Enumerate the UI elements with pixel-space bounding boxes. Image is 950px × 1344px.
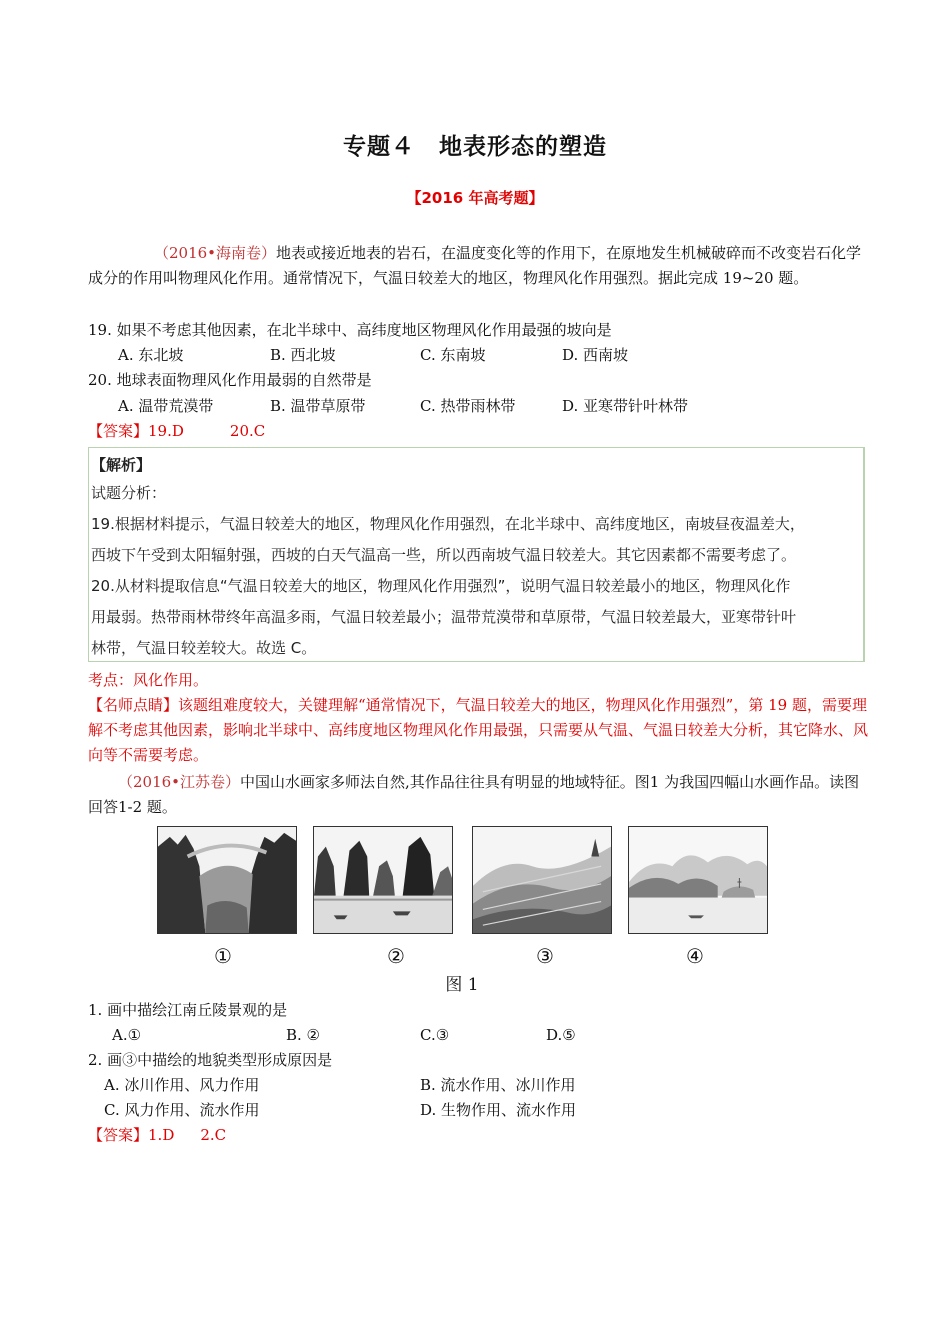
q2-answer [88,1123,226,1148]
figure-number-2: ② [387,944,405,968]
painting-2-image [313,826,453,934]
analysis-subheading: 试题分析： [91,484,167,502]
q2-option-a: A. 冰川作用、风力作用 [104,1076,260,1094]
figure-number-1: ① [214,944,232,968]
figure-caption: 图 1 [445,975,479,995]
answer-label: 【答案】 [88,422,149,440]
q2-option-d: D. 生物作用、流水作用 [420,1101,577,1119]
q2-source: （2016•江苏卷） [118,773,241,791]
painting-3-image [472,826,612,934]
q1-option-d: D.⑤ [546,1026,576,1044]
painting-1-image [157,826,297,934]
figure-number-4: ④ [686,944,704,968]
q1-answer [88,419,265,444]
answer-20: 20.C [229,422,266,440]
q2-intro [88,770,868,820]
kaodian: 考点：风化作用。 [88,671,209,689]
q19-option-a: A. 东北坡 [118,346,184,364]
page-title: 专题４ 地表形态的塑造 [343,133,607,160]
q1-source: （2016•海南卷） [154,244,277,262]
q20-option-b: B. 温带草原带 [270,397,366,415]
question-1: 1. 画中描绘江南丘陵景观的是 [88,1001,288,1019]
q19-option-c: C. 东南坡 [420,346,486,364]
q20-option-d: D. 亚寒带针叶林带 [562,397,689,415]
q20-option-a: A. 温带荒漠带 [118,397,214,415]
q2-option-b: B. 流水作用、冰川作用 [420,1076,576,1094]
q20-option-c: C. 热带雨林带 [420,397,516,415]
analysis-line: 19.根据材料提示，气温日较差大的地区，物理风化作用强烈，在北半球中、高纬度地区，南坡昼夜温差大， [91,515,805,533]
answer-19: 19.D [148,422,184,440]
question-20: 20. 地球表面物理风化作用最弱的自然带是 [88,371,372,389]
question-2: 2. 画③中描绘的地貌类型形成原因是 [88,1051,333,1069]
q2-intro-text: 中国山水画家多师法自然,其作品往往具有明显的地域特征。图1 为我国四幅山水画作品。读图回答1-2 题。 [88,773,860,816]
question-19: 19. 如果不考虑其他因素，在北半球中、高纬度地区物理风化作用最强的坡向是 [88,321,612,339]
answer-label: 【答案】 [88,1126,149,1144]
q1-option-c: C.③ [420,1026,450,1044]
q19-option-d: D. 西南坡 [562,346,629,364]
q1-option-b: B. ② [286,1026,321,1044]
q1-option-a: A.① [112,1026,142,1044]
analysis-line: 用最弱。热带雨林带终年高温多雨，气温日较差最小；温带荒漠带和草原带，气温日较差最大，亚寒带针叶 [91,608,797,626]
answer-1: 1.D [148,1126,175,1144]
analysis-line: 20.从材料提取信息“气温日较差大的地区，物理风化作用强烈”，说明气温日较差最小的地区，物理风化作 [91,577,791,595]
figure-number-3: ③ [536,944,554,968]
painting-4-image [628,826,768,934]
q1-intro-text: 地表或接近地表的岩石，在温度变化等的作用下，在原地发生机械破碎而不改变岩石化学成分的作用叫物理风化作用。通常情况下，气温日较差大的地区，物理风化作用强烈。据此完成 19~20 题。 [88,244,862,287]
section-subtitle: 【2016 年高考题】 [406,189,544,207]
q2-option-c: C. 风力作用、流水作用 [104,1101,260,1119]
q19-option-b: B. 西北坡 [270,346,336,364]
analysis-line: 西坡下午受到太阳辐射强，西坡的白天气温高一些，所以西南坡气温日较差大。其它因素都不需要考虑了。 [91,546,797,564]
answer-2: 2.C [200,1126,227,1144]
q1-intro [88,241,868,291]
analysis-heading: 【解析】 [91,456,152,474]
analysis-box [88,447,865,662]
teacher-tips: 【名师点睛】该题组难度较大，关键理解“通常情况下，气温日较差大的地区，物理风化作用强烈”，第 19 题，需要理解不考虑其他因素，影响北半球中、高纬度地区物理风化作用最强，只需要从气温、气温日较差大分析，其它降水、风向等不需要考虑。 [88,696,869,764]
analysis-line: 林带，气温日较差较大。故选 C。 [91,639,317,657]
